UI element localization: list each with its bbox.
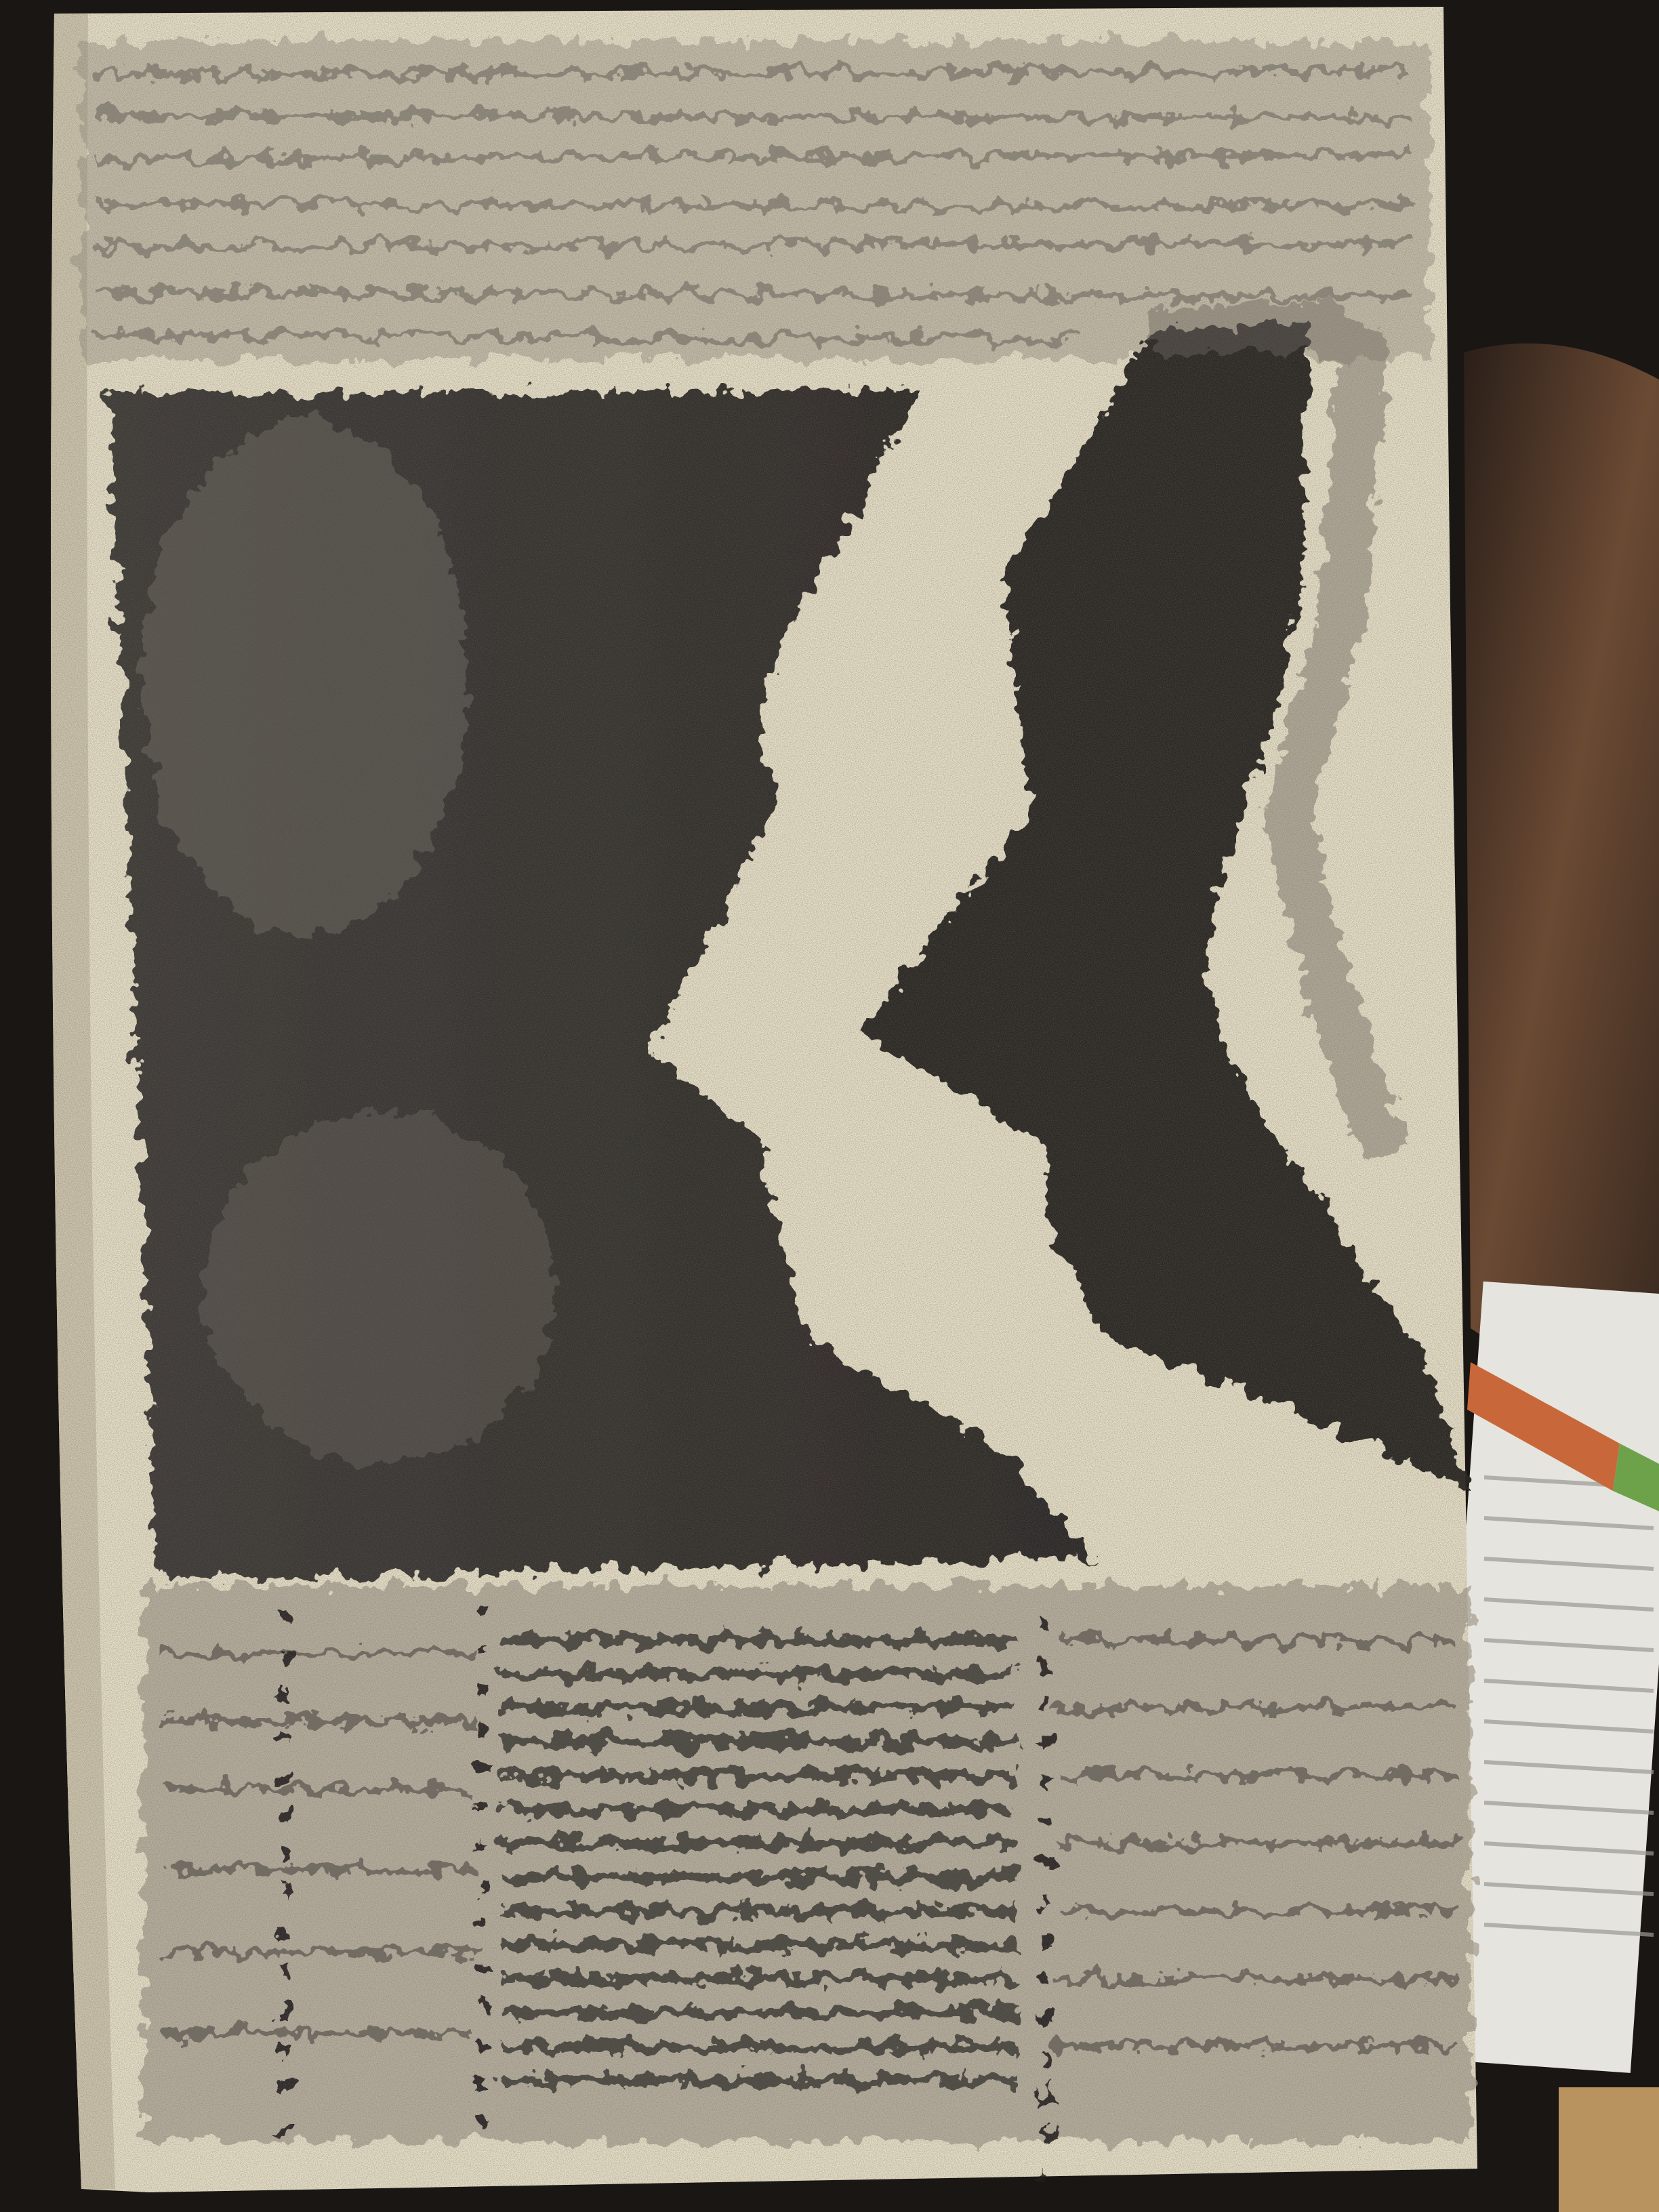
tan-fabric <box>1464 344 1659 1368</box>
cardboard-corner <box>1559 2087 1659 2212</box>
charcoal-grain-overlay <box>51 7 1477 2192</box>
